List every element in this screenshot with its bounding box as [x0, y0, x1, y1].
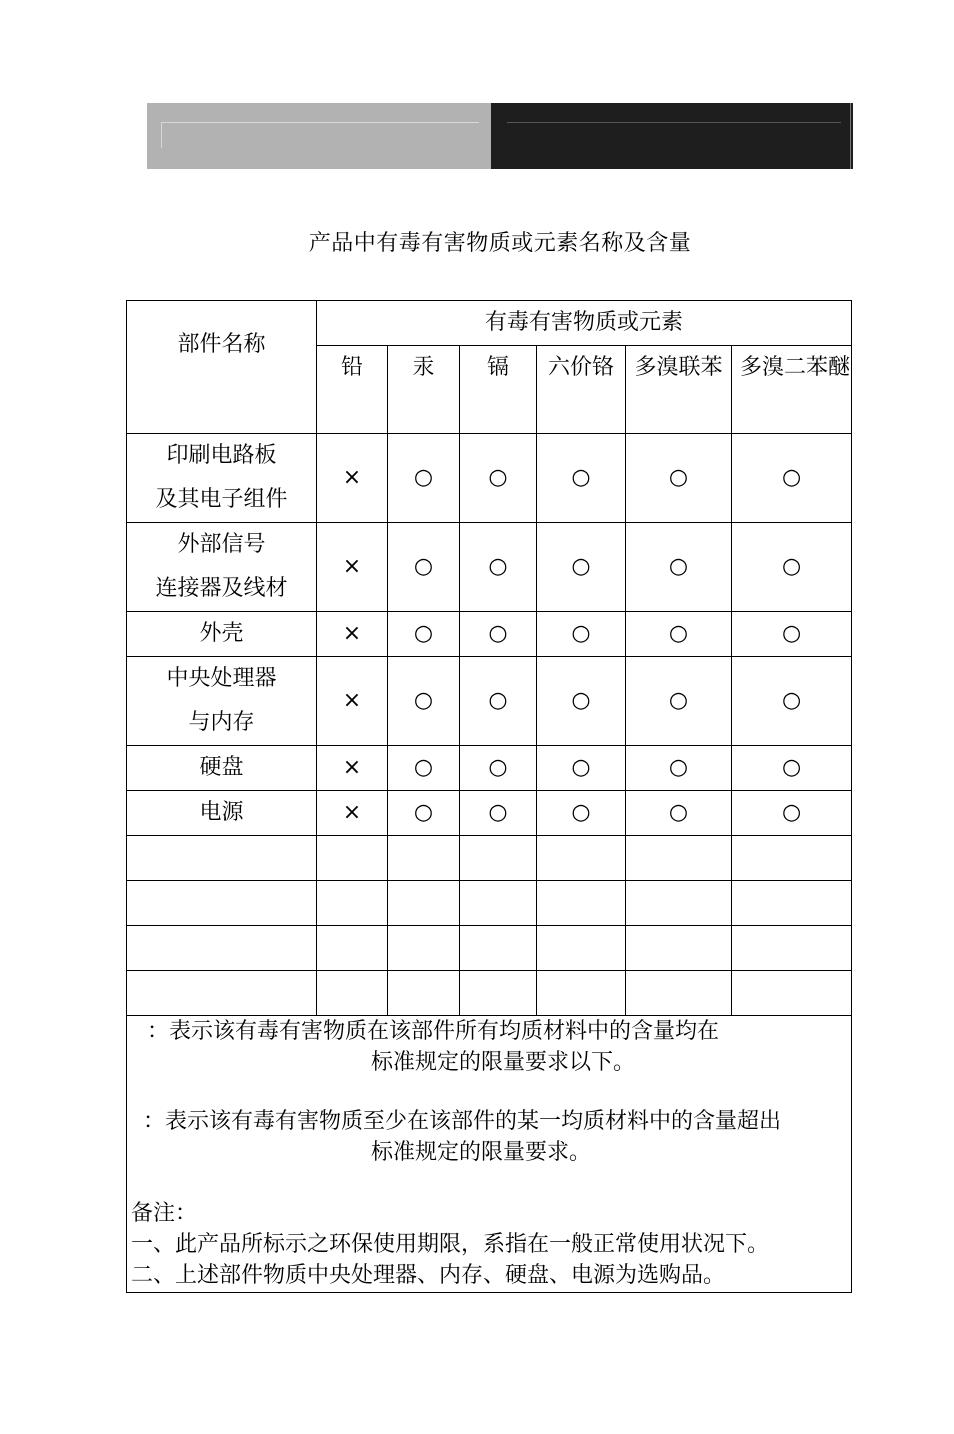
mark-cell: ○ [626, 746, 732, 791]
part-name-header: 部件名称 [127, 301, 317, 434]
mark-cell: ○ [388, 434, 460, 523]
banner-divider-vertical [161, 122, 162, 148]
table-row [127, 791, 852, 836]
empty-cell [460, 881, 537, 926]
mark-cell: ○ [388, 523, 460, 612]
table-row [127, 434, 852, 523]
empty-cell [460, 926, 537, 971]
empty-cell [127, 836, 317, 881]
substance-header-3: 六价铬 [537, 346, 626, 434]
empty-cell [460, 836, 537, 881]
empty-cell [388, 881, 460, 926]
mark-cell: ○ [460, 746, 537, 791]
table-row [127, 657, 852, 746]
empty-cell [460, 971, 537, 1016]
empty-table-row [127, 971, 852, 1016]
mark-cell: ○ [732, 523, 852, 612]
empty-cell [626, 971, 732, 1016]
mark-cell: ○ [388, 791, 460, 836]
empty-cell [317, 881, 388, 926]
remark-2: 二、上述部件物质中央处理器、内存、硬盘、电源为选购品。 [131, 1263, 726, 1288]
remark-1: 一、此产品所标示之环保使用期限，系指在一般正常使用状况下。 [131, 1232, 770, 1257]
part-name-line: 外壳 [199, 621, 244, 646]
mark-cell: ○ [732, 612, 852, 657]
empty-cell [127, 926, 317, 971]
remark-title: 备注： [131, 1201, 198, 1226]
part-name-line: 硬盘 [199, 755, 244, 780]
part-name-line: 及其电子组件 [155, 487, 288, 512]
mark-cell: × [317, 657, 388, 746]
empty-cell [388, 926, 460, 971]
empty-cell [732, 926, 852, 971]
page-title: 产品中有毒有害物质或元素名称及含量 [308, 231, 692, 256]
substance-header-5: 多溴二苯醚 [732, 346, 852, 434]
substance-header-1: 汞 [388, 346, 460, 434]
part-name-cell [127, 657, 317, 746]
mark-cell: ○ [460, 523, 537, 612]
mark-cell: ○ [537, 434, 626, 523]
empty-cell [626, 881, 732, 926]
part-name-line: 中央处理器 [166, 666, 277, 691]
table-row [127, 746, 852, 791]
mark-cell: ○ [732, 746, 852, 791]
empty-table-row [127, 836, 852, 881]
mark-cell: ○ [626, 523, 732, 612]
mark-cell: × [317, 791, 388, 836]
empty-cell [537, 926, 626, 971]
legend-notes [127, 1016, 852, 1293]
header-banner [147, 103, 853, 169]
empty-cell [317, 836, 388, 881]
banner-edge [850, 103, 851, 169]
part-name-line: 与内存 [188, 710, 255, 735]
part-name-cell [127, 612, 317, 657]
mark-cell: ○ [460, 657, 537, 746]
empty-cell [626, 926, 732, 971]
banner-left-panel [147, 103, 491, 169]
empty-cell [388, 971, 460, 1016]
mark-cell: ○ [626, 657, 732, 746]
legend-x-line1: ：表示该有毒有害物质至少在该部件的某一均质材料中的含量超出 [143, 1109, 782, 1134]
mark-cell: ○ [537, 523, 626, 612]
legend-x-line2: 标准规定的限量要求。 [371, 1140, 592, 1165]
empty-cell [537, 971, 626, 1016]
substance-group-header: 有毒有害物质或元素 [317, 301, 852, 346]
mark-cell: ○ [732, 434, 852, 523]
hazardous-substance-table [126, 300, 852, 1293]
part-name-cell [127, 791, 317, 836]
banner-divider [507, 122, 841, 123]
banner-divider [161, 122, 479, 123]
part-name-cell [127, 523, 317, 612]
empty-cell [537, 881, 626, 926]
mark-cell: × [317, 612, 388, 657]
mark-cell: ○ [732, 791, 852, 836]
mark-cell: ○ [460, 791, 537, 836]
mark-cell: ○ [388, 746, 460, 791]
part-name-line: 连接器及线材 [155, 576, 288, 601]
mark-cell: ○ [732, 657, 852, 746]
empty-cell [127, 881, 317, 926]
substance-header-0: 铅 [317, 346, 388, 434]
part-name-cell [127, 746, 317, 791]
mark-cell: ○ [537, 746, 626, 791]
part-name-line: 印刷电路板 [166, 443, 277, 468]
substance-header-4: 多溴联苯 [626, 346, 732, 434]
empty-cell [732, 971, 852, 1016]
mark-cell: ○ [460, 434, 537, 523]
legend-o-line2: 标准规定的限量要求以下。 [371, 1050, 636, 1075]
legend-o-line1: ：表示该有毒有害物质在该部件所有均质材料中的含量均在 [147, 1019, 720, 1044]
empty-cell [626, 836, 732, 881]
mark-cell: × [317, 746, 388, 791]
empty-table-row [127, 881, 852, 926]
mark-cell: × [317, 523, 388, 612]
empty-cell [732, 836, 852, 881]
banner-right-panel [491, 103, 853, 169]
empty-cell [317, 971, 388, 1016]
mark-cell: × [317, 434, 388, 523]
mark-cell: ○ [388, 657, 460, 746]
part-name-line: 外部信号 [177, 532, 266, 557]
mark-cell: ○ [626, 791, 732, 836]
mark-cell: ○ [537, 612, 626, 657]
mark-cell: ○ [537, 791, 626, 836]
empty-cell [537, 836, 626, 881]
table-row [127, 523, 852, 612]
mark-cell: ○ [626, 612, 732, 657]
part-name-cell [127, 434, 317, 523]
mark-cell: ○ [626, 434, 732, 523]
empty-cell [732, 881, 852, 926]
part-name-line: 电源 [199, 800, 244, 825]
empty-cell [317, 926, 388, 971]
table-row [127, 612, 852, 657]
mark-cell: ○ [537, 657, 626, 746]
empty-table-row [127, 926, 852, 971]
mark-cell: ○ [388, 612, 460, 657]
mark-cell: ○ [460, 612, 537, 657]
empty-cell [388, 836, 460, 881]
substance-header-2: 镉 [460, 346, 537, 434]
empty-cell [127, 971, 317, 1016]
